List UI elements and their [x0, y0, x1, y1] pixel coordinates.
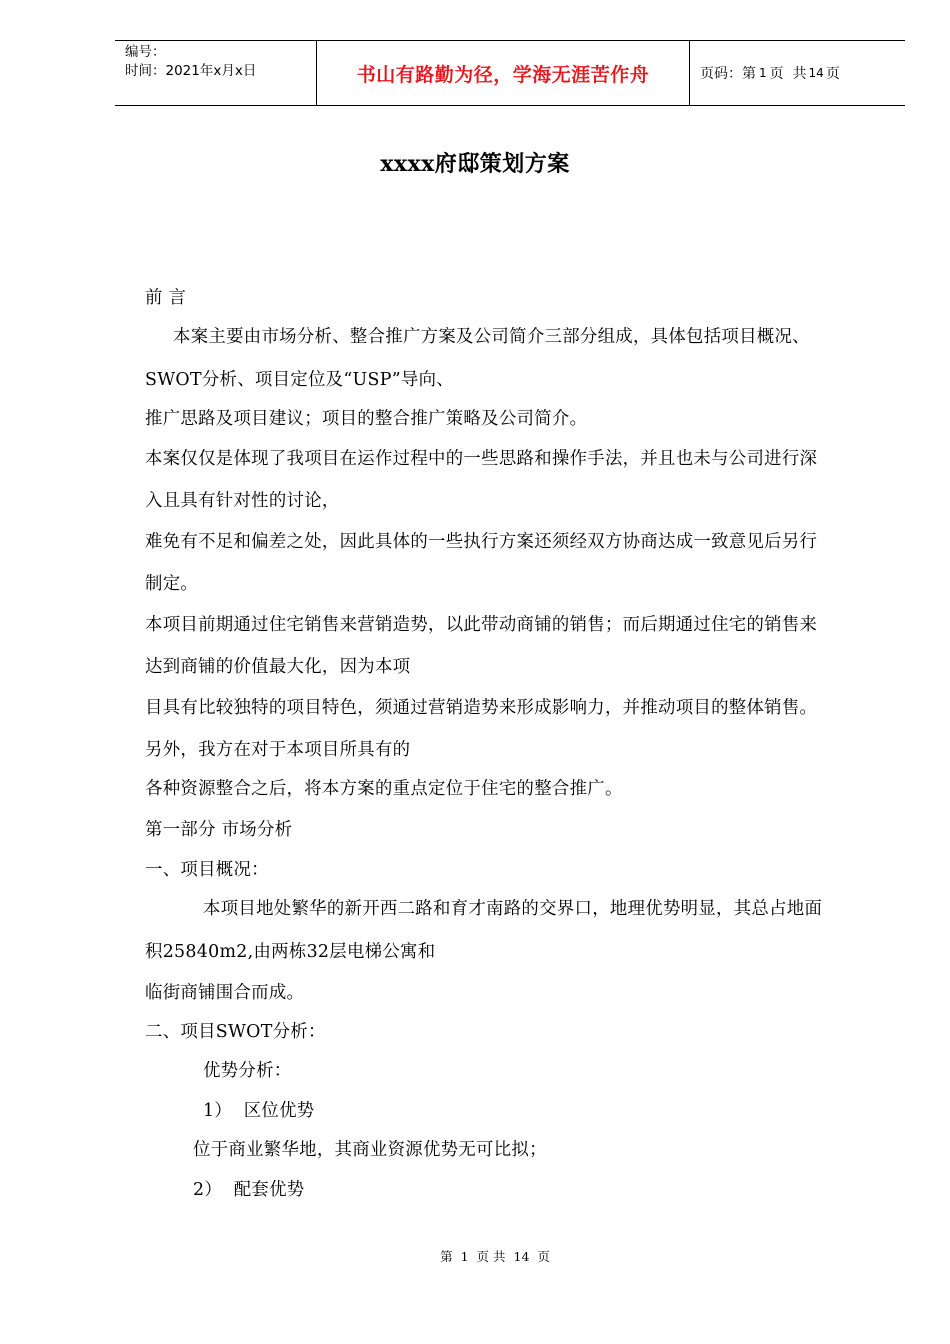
body-line: 各种资源整合之后，将本方案的重点定位于住宅的整合推广。: [145, 779, 623, 799]
header-meta: [115, 41, 317, 105]
body-line: 另外，我方在对于本项目所具有的: [145, 740, 411, 760]
footer-mid: 页 共: [476, 1249, 506, 1264]
footer-suffix: 页: [537, 1249, 550, 1264]
page-prefix: 页码：第: [700, 66, 756, 82]
header-motto: 书山有路勤为径，学海无涯苦作舟: [317, 41, 690, 105]
body-line: 难免有不足和偏差之处，因此具体的一些执行方案还须经双方协商达成一致意见后另行: [145, 532, 818, 552]
body-line: 本案主要由市场分析、整合推广方案及公司简介三部分组成，具体包括项目概况、: [173, 327, 810, 347]
body-line: 制定。: [145, 574, 199, 594]
body-line: 本项目前期通过住宅销售来营销造势，以此带动商铺的销售；而后期通过住宅的销售来: [145, 615, 818, 635]
body-line: 临街商铺围合而成。: [145, 983, 305, 1003]
page-total: 14: [808, 66, 824, 80]
body-line: 前 言: [145, 288, 187, 308]
list-item: 2） 配套优势: [193, 1180, 305, 1200]
page-header: [115, 40, 905, 106]
body-line: 积25840m2,由两栋32层电梯公寓和: [145, 942, 436, 962]
document-title: xxxx府邸策划方案: [380, 151, 570, 177]
body-line: 入且具有针对性的讨论，: [145, 491, 340, 511]
header-page-info: [690, 41, 905, 105]
footer-current: 1: [460, 1249, 469, 1264]
page-suffix: 页: [825, 66, 840, 82]
body-line: SWOT分析、项目定位及“USP”导向、: [145, 370, 454, 390]
page-mid: 页 共: [769, 66, 807, 82]
body-line: 推广思路及项目建议；项目的整合推广策略及公司简介。: [145, 409, 588, 429]
subsection-heading: 一、项目概况：: [145, 860, 269, 880]
body-line: 本项目地处繁华的新开西二路和育才南路的交界口，地理优势明显，其总占地面: [203, 899, 823, 919]
subsection-heading: 二、项目SWOT分析：: [145, 1022, 326, 1042]
list-item: 1） 区位优势: [203, 1101, 315, 1121]
body-line: 目具有比较独特的项目特色，须通过营销造势来形成影响力，并推动项目的整体销售。: [145, 698, 818, 718]
code-label: 编号：: [125, 44, 166, 60]
time-label: 时间：2021年x月x日: [125, 63, 257, 79]
body-line: 位于商业繁华地，其商业资源优势无可比拟；: [193, 1140, 547, 1160]
footer-total: 14: [513, 1249, 530, 1264]
footer-prefix: 第: [440, 1249, 453, 1264]
body-line: 达到商铺的价值最大化，因为本项: [145, 657, 411, 677]
section-heading: 第一部分 市场分析: [145, 820, 293, 840]
page-current: 1: [759, 66, 767, 80]
body-line: 优势分析：: [203, 1061, 292, 1081]
page-footer: [0, 1247, 950, 1265]
body-line: 本案仅仅是体现了我项目在运作过程中的一些思路和操作手法，并且也未与公司进行深: [145, 449, 818, 469]
